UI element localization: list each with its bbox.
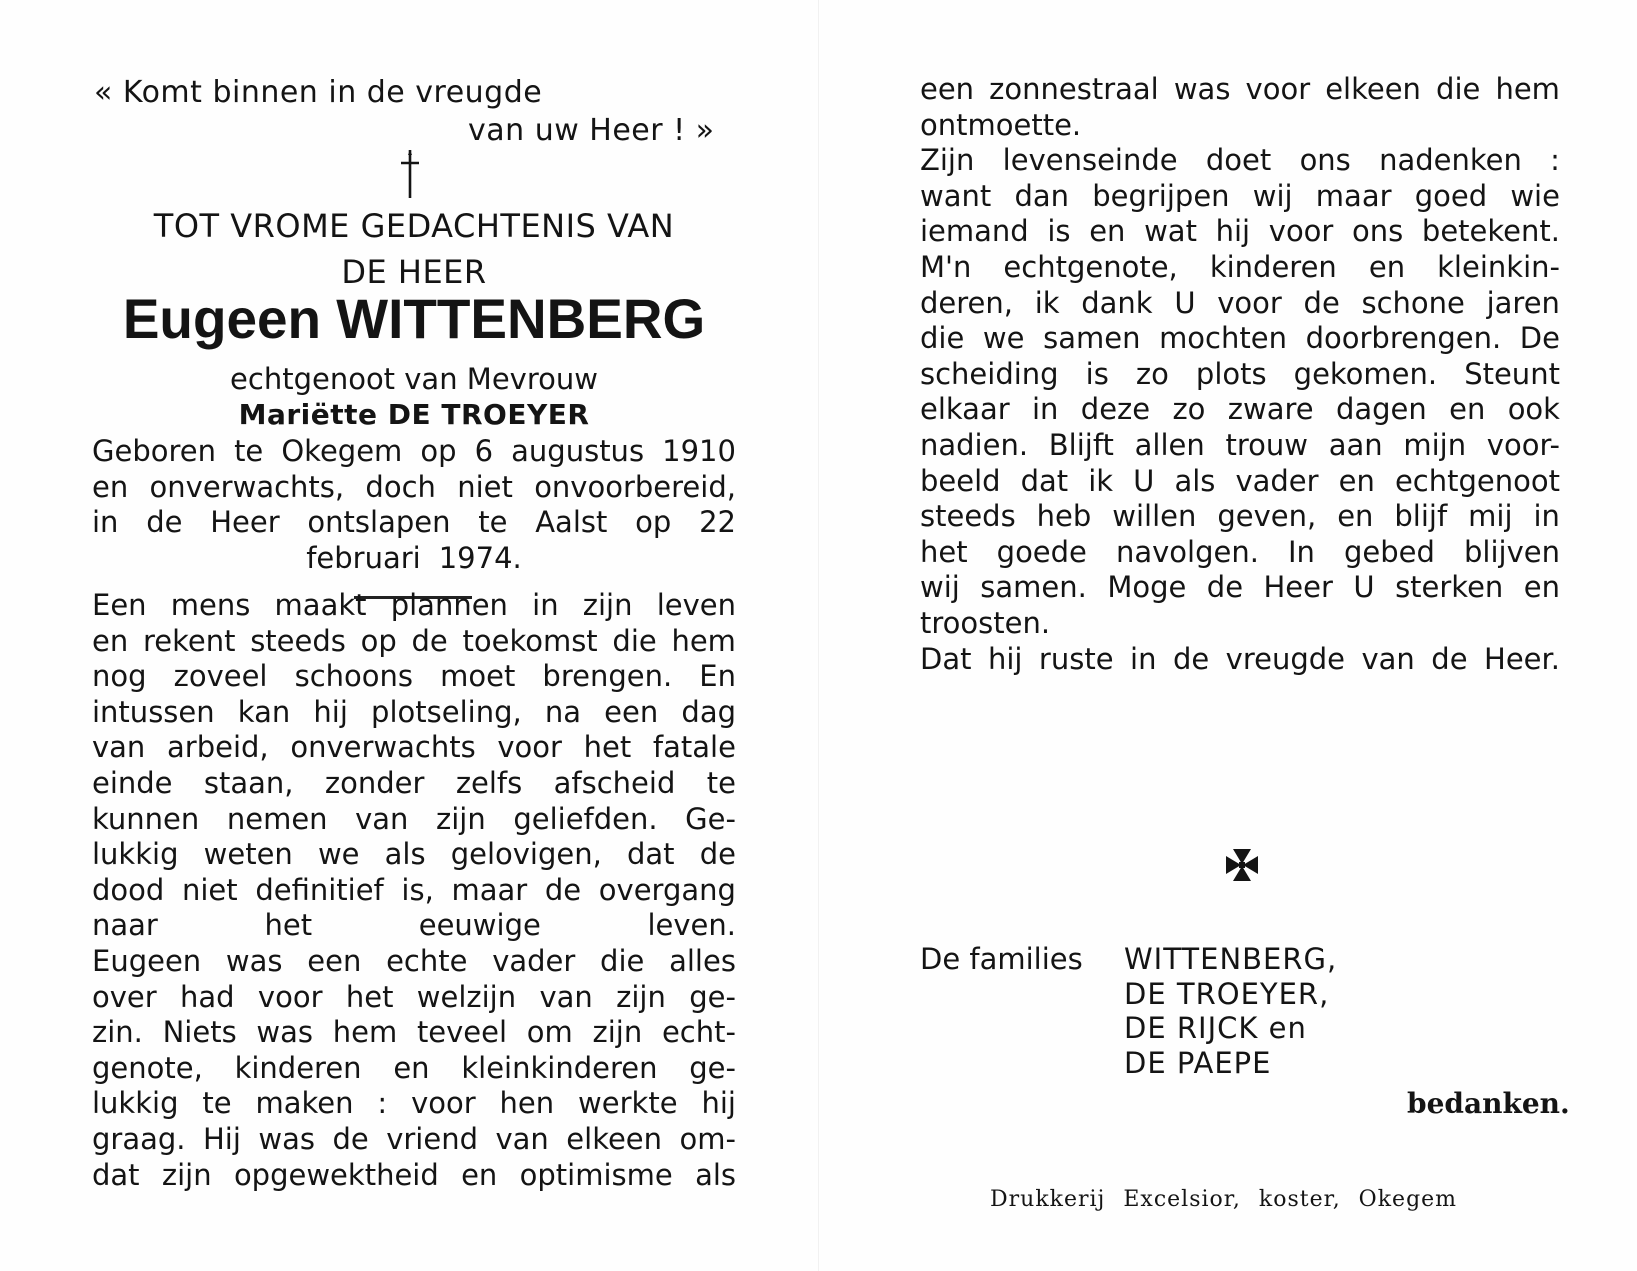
- word: plotseling,: [371, 694, 522, 729]
- left-panel: [92, 0, 736, 1271]
- word: zo: [1172, 392, 1206, 427]
- word: rekent: [142, 623, 236, 658]
- word: Aalst: [535, 505, 608, 540]
- word: Eugeen: [92, 943, 202, 978]
- word: die: [612, 623, 657, 658]
- word: plannen: [390, 588, 508, 622]
- word: is: [1085, 356, 1109, 391]
- text-line: [92, 980, 736, 1016]
- text-line: [92, 1015, 736, 1051]
- word: definitief: [255, 872, 384, 907]
- word: hem: [1495, 72, 1560, 106]
- word: kleinkinderen: [461, 1050, 658, 1085]
- word: hij: [313, 694, 348, 729]
- word: hij: [701, 1086, 736, 1121]
- left-body-text: [92, 588, 736, 1193]
- text-line: [920, 143, 1560, 179]
- word: we: [982, 321, 1025, 356]
- word: schone: [1361, 285, 1465, 320]
- word: kinderen: [1209, 249, 1337, 284]
- word: doorbrengen.: [1305, 321, 1502, 356]
- word: het: [920, 534, 968, 569]
- word: op: [420, 434, 457, 468]
- word: echt-: [661, 1015, 736, 1050]
- word: levenseinde: [1002, 143, 1178, 178]
- word: en: [1449, 392, 1486, 427]
- word: doet: [1205, 143, 1272, 178]
- word: maken: [255, 1086, 354, 1121]
- word: in: [532, 588, 559, 622]
- word: Heer: [210, 505, 280, 540]
- word: geven,: [1217, 499, 1317, 534]
- fold-line: [818, 0, 819, 1271]
- word: voor: [1268, 214, 1334, 249]
- families-lead: De families: [920, 942, 1083, 976]
- word: optimisme: [519, 1157, 673, 1192]
- word: navolgen.: [1115, 534, 1259, 569]
- right-panel: [920, 0, 1560, 1271]
- word: als: [695, 1157, 736, 1192]
- spouse-prefix: echtgenoot van Mevrouw: [230, 362, 598, 396]
- word: schoons: [294, 659, 414, 694]
- text-line: [920, 570, 1560, 606]
- word: intussen: [92, 694, 215, 729]
- word: allen: [1134, 427, 1205, 462]
- word: mochten: [1159, 321, 1287, 356]
- word: U: [1133, 463, 1155, 498]
- word: plots: [1195, 356, 1267, 391]
- motto-line-1: « Komt binnen in de vreugde: [94, 75, 543, 110]
- text-line: [92, 1086, 736, 1122]
- word: willen: [1112, 499, 1197, 534]
- text-line: [920, 286, 1560, 322]
- family-name: DE TROEYER,: [1124, 976, 1330, 1011]
- word: het: [345, 979, 394, 1014]
- word: zijn: [582, 588, 633, 622]
- word: heb: [1036, 499, 1092, 534]
- word: goed: [1414, 178, 1488, 213]
- word: M'n: [920, 249, 972, 284]
- word: om: [526, 1015, 573, 1050]
- word: moet: [440, 659, 516, 694]
- word: augustus: [511, 434, 645, 468]
- word: maar: [451, 872, 528, 907]
- word: en: [461, 1157, 498, 1192]
- motto-line-2: van uw Heer ! »: [468, 113, 715, 148]
- word: dat: [626, 837, 675, 872]
- word: onvoorbereid,: [534, 469, 736, 504]
- text-line: [92, 659, 736, 695]
- word: te: [478, 505, 508, 540]
- word: U: [1174, 285, 1196, 320]
- text-line: [920, 250, 1560, 286]
- word: was: [1173, 72, 1231, 106]
- word: echtgenoot: [1394, 463, 1560, 498]
- word: gebed: [1344, 534, 1435, 569]
- word: nog: [92, 659, 147, 694]
- word: echtgenote,: [1003, 249, 1178, 284]
- word: beeld: [920, 463, 1001, 498]
- word: Een: [92, 588, 147, 622]
- text-line: [92, 1158, 736, 1194]
- word: En: [699, 659, 736, 694]
- word: dan: [1014, 178, 1070, 213]
- word: de: [1206, 570, 1244, 605]
- word: dat: [1020, 463, 1069, 498]
- word: van: [355, 801, 409, 836]
- word: zelfs: [455, 765, 523, 800]
- word: als: [384, 837, 426, 872]
- word: voor-: [1486, 427, 1560, 462]
- word: echte: [386, 943, 468, 978]
- word: was: [258, 1121, 315, 1156]
- word: niet: [457, 469, 513, 504]
- word: einde: [92, 765, 173, 800]
- word: ons: [1352, 214, 1404, 249]
- word: niet: [181, 872, 238, 907]
- word: :: [1550, 143, 1560, 178]
- text-line: [92, 944, 736, 980]
- right-body-text: [920, 72, 1560, 677]
- word: gelovigen,: [450, 837, 602, 872]
- word: blijf: [1394, 499, 1448, 534]
- word: en: [1089, 214, 1126, 249]
- word: te: [706, 765, 736, 800]
- word: :: [377, 1086, 388, 1121]
- word: voor: [411, 1086, 476, 1121]
- word: kunnen: [92, 801, 200, 836]
- word: kan: [237, 694, 291, 729]
- word: om-: [679, 1121, 736, 1156]
- word: jaren: [1486, 285, 1560, 320]
- word: Heer: [1263, 570, 1333, 605]
- text-line: [920, 357, 1560, 393]
- text-line: [92, 624, 736, 660]
- word: ik: [1034, 285, 1060, 320]
- spouse-name: Mariëtte DE TROEYER: [238, 398, 590, 431]
- word: ons: [1299, 143, 1351, 178]
- word: elkeen: [566, 1121, 663, 1156]
- birth-death-text: [92, 434, 736, 576]
- word: de: [544, 872, 582, 907]
- word: Hij: [202, 1121, 241, 1156]
- text-line: [920, 321, 1560, 357]
- word: te: [234, 434, 264, 468]
- word: begrijpen: [1092, 178, 1230, 213]
- word: In: [1288, 534, 1315, 569]
- word: genote,: [92, 1050, 203, 1085]
- word: vriend: [386, 1121, 478, 1156]
- word: dat: [92, 1157, 140, 1192]
- word: vader: [492, 943, 576, 978]
- text-line: [920, 499, 1560, 535]
- word: geliefden.: [513, 801, 658, 836]
- word: het: [583, 730, 632, 765]
- text-line: [920, 464, 1560, 500]
- word: goede: [996, 534, 1087, 569]
- word: nemen: [226, 801, 328, 836]
- word: we: [317, 837, 360, 872]
- word: ook: [1507, 392, 1560, 427]
- word: van: [495, 1121, 549, 1156]
- word: en: [1337, 499, 1374, 534]
- word: een: [920, 72, 975, 106]
- word: die: [600, 943, 645, 978]
- text-line: [92, 1051, 736, 1087]
- birth-line: [92, 505, 736, 541]
- word: en: [92, 469, 129, 504]
- word: een: [604, 694, 659, 729]
- word: blijven: [1463, 534, 1560, 569]
- word: deze: [1080, 392, 1151, 427]
- word: nadenken: [1379, 143, 1522, 178]
- word: Moge: [1107, 570, 1187, 605]
- word: Geboren: [92, 434, 216, 468]
- word: steeds: [920, 499, 1016, 534]
- word: na: [544, 694, 582, 729]
- word: iemand: [920, 214, 1029, 249]
- word: zijn: [616, 979, 666, 1014]
- title-heading: DE HEER: [341, 253, 487, 291]
- word: zijn: [592, 1015, 643, 1050]
- word: die: [920, 321, 965, 356]
- word: zware: [1227, 392, 1314, 427]
- word: zijn: [436, 801, 486, 836]
- word: zonnestraal: [989, 72, 1159, 106]
- maltese-cross-icon: [1225, 848, 1259, 882]
- word: en: [1368, 249, 1406, 284]
- word: was: [256, 1015, 314, 1050]
- family-name: DE PAEPE: [1124, 1045, 1272, 1080]
- word: De: [1519, 321, 1560, 356]
- word: de: [699, 837, 736, 872]
- word: en: [1523, 570, 1560, 605]
- word: in: [92, 505, 119, 540]
- word: in: [1032, 392, 1059, 427]
- word: toekomst: [462, 623, 598, 658]
- word: teveel: [416, 1015, 508, 1050]
- word: die: [1436, 72, 1481, 106]
- text-line: [92, 1122, 736, 1158]
- word: afscheid: [553, 765, 676, 800]
- text-line: naar het eeuwige leven.: [92, 908, 736, 943]
- text-line: [92, 802, 736, 838]
- word: staan,: [203, 765, 294, 800]
- word: had: [180, 979, 235, 1014]
- closing-thanks: bedanken.: [1407, 1087, 1570, 1120]
- word: 1910: [662, 434, 736, 468]
- word: dag: [681, 694, 736, 729]
- word: mijn: [1403, 427, 1467, 462]
- birth-line: [92, 470, 736, 506]
- word: welzijn: [416, 979, 517, 1014]
- word: zoveel: [173, 659, 268, 694]
- word: zijn: [161, 1157, 212, 1192]
- word: de: [332, 1121, 369, 1156]
- word: voor: [1245, 72, 1311, 106]
- text-line: [92, 695, 736, 731]
- word: en: [92, 623, 129, 658]
- word: elkaar: [920, 392, 1010, 427]
- word: hen: [499, 1086, 555, 1121]
- word: Steunt: [1464, 356, 1560, 391]
- word: brengen.: [542, 659, 673, 694]
- text-line: [92, 730, 736, 766]
- word: nadien.: [920, 427, 1029, 462]
- word: onverwachts: [290, 730, 476, 765]
- word: Zijn: [920, 143, 975, 178]
- word: doch: [365, 469, 436, 504]
- text-line: [92, 837, 736, 873]
- word: dagen: [1335, 392, 1427, 427]
- word: ontslapen: [307, 505, 451, 540]
- word: 1974.: [438, 540, 522, 575]
- text-line: [92, 873, 736, 909]
- word: samen.: [980, 570, 1087, 605]
- word: arbeid,: [167, 730, 269, 765]
- word: van: [92, 730, 146, 765]
- word: voor: [257, 979, 323, 1014]
- word: zonder: [324, 765, 425, 800]
- word: kinderen: [234, 1050, 362, 1085]
- word: U: [1353, 570, 1375, 605]
- word: scheiding: [920, 356, 1059, 391]
- word: dank: [1081, 285, 1153, 320]
- text-line: ontmoette.: [920, 107, 1082, 142]
- printer-credit: Drukkerij Excelsior, koster, Okegem: [990, 1187, 1458, 1212]
- word: maakt: [274, 588, 367, 622]
- word: graag.: [92, 1121, 186, 1156]
- word: aan: [1328, 427, 1383, 462]
- word: steeds: [250, 623, 346, 658]
- text-line: [920, 72, 1560, 108]
- word: werkte: [578, 1086, 678, 1121]
- word: sterken: [1395, 570, 1504, 605]
- word: hem: [332, 1015, 398, 1050]
- birth-line: [92, 434, 736, 470]
- word: de: [146, 505, 183, 540]
- word: lukkig: [92, 1086, 179, 1121]
- word: dood: [92, 872, 165, 907]
- word: en: [1338, 463, 1375, 498]
- word: van: [539, 979, 593, 1014]
- deceased-name: Eugeen WITTENBERG: [122, 287, 706, 350]
- word: als: [1174, 463, 1216, 498]
- word: fatale: [652, 730, 736, 765]
- word: is: [1047, 214, 1071, 249]
- text-line: [92, 588, 736, 624]
- family-name: DE RIJCK en: [1124, 1011, 1307, 1045]
- word: leven: [656, 588, 736, 622]
- word: trouw: [1225, 427, 1308, 462]
- word: te: [202, 1086, 232, 1121]
- word: wij: [920, 570, 960, 605]
- word: ge-: [689, 1050, 736, 1085]
- word: alles: [669, 943, 736, 978]
- word: ge-: [689, 979, 736, 1014]
- word: kleinkin-: [1437, 249, 1560, 284]
- word: vader: [1235, 463, 1319, 498]
- word: Niets: [162, 1015, 237, 1050]
- word: en: [393, 1050, 430, 1085]
- word: betekent.: [1421, 214, 1560, 249]
- word: weten: [203, 837, 293, 872]
- word: onverwachts,: [149, 469, 345, 504]
- word: de: [1303, 285, 1340, 320]
- word: op: [360, 623, 397, 658]
- word: wij: [1252, 178, 1293, 213]
- word: lukkig: [92, 837, 179, 872]
- family-name: WITTENBERG,: [1124, 942, 1338, 976]
- text-line: [920, 392, 1560, 428]
- word: opgewektheid: [233, 1157, 439, 1192]
- memorial-heading: TOT VROME GEDACHTENIS VAN: [153, 207, 675, 245]
- word: overgang: [598, 872, 736, 907]
- birth-line: [92, 541, 736, 577]
- word: is,: [401, 872, 434, 907]
- word: mij: [1468, 499, 1513, 534]
- word: 6: [474, 434, 494, 468]
- word: gekomen.: [1293, 356, 1438, 391]
- text-line: Dat hij ruste in de vreugde van de Heer.: [920, 641, 1560, 676]
- word: de: [411, 623, 448, 658]
- text-line: [920, 428, 1560, 464]
- latin-cross-icon: [398, 150, 422, 198]
- text-line: [920, 214, 1560, 250]
- text-line: [920, 535, 1560, 571]
- word: wat: [1144, 214, 1197, 249]
- text-line: [92, 766, 736, 802]
- word: deren,: [920, 285, 1013, 320]
- text-line: [920, 179, 1560, 215]
- word: want: [920, 178, 992, 213]
- word: voor: [497, 730, 562, 765]
- word: was: [225, 943, 283, 978]
- word: Okegem: [281, 434, 403, 468]
- word: Blijft: [1048, 427, 1114, 462]
- word: zo: [1135, 356, 1169, 391]
- word: voor: [1217, 285, 1282, 320]
- word: februari: [306, 540, 421, 575]
- word: ik: [1088, 463, 1114, 498]
- word: samen: [1043, 321, 1141, 356]
- word: maar: [1315, 178, 1392, 213]
- word: een: [307, 943, 362, 978]
- word: mens: [170, 588, 251, 622]
- word: in: [1533, 499, 1560, 534]
- text-line: troosten.: [920, 605, 1051, 640]
- word: zin.: [92, 1015, 143, 1050]
- word: hem: [671, 623, 736, 658]
- word: 22: [699, 505, 736, 540]
- word: Ge-: [685, 801, 736, 836]
- word: elkeen: [1325, 72, 1421, 106]
- word: op: [635, 505, 672, 540]
- word: over: [92, 979, 157, 1014]
- word: hij: [1215, 214, 1251, 249]
- word: wie: [1510, 178, 1560, 213]
